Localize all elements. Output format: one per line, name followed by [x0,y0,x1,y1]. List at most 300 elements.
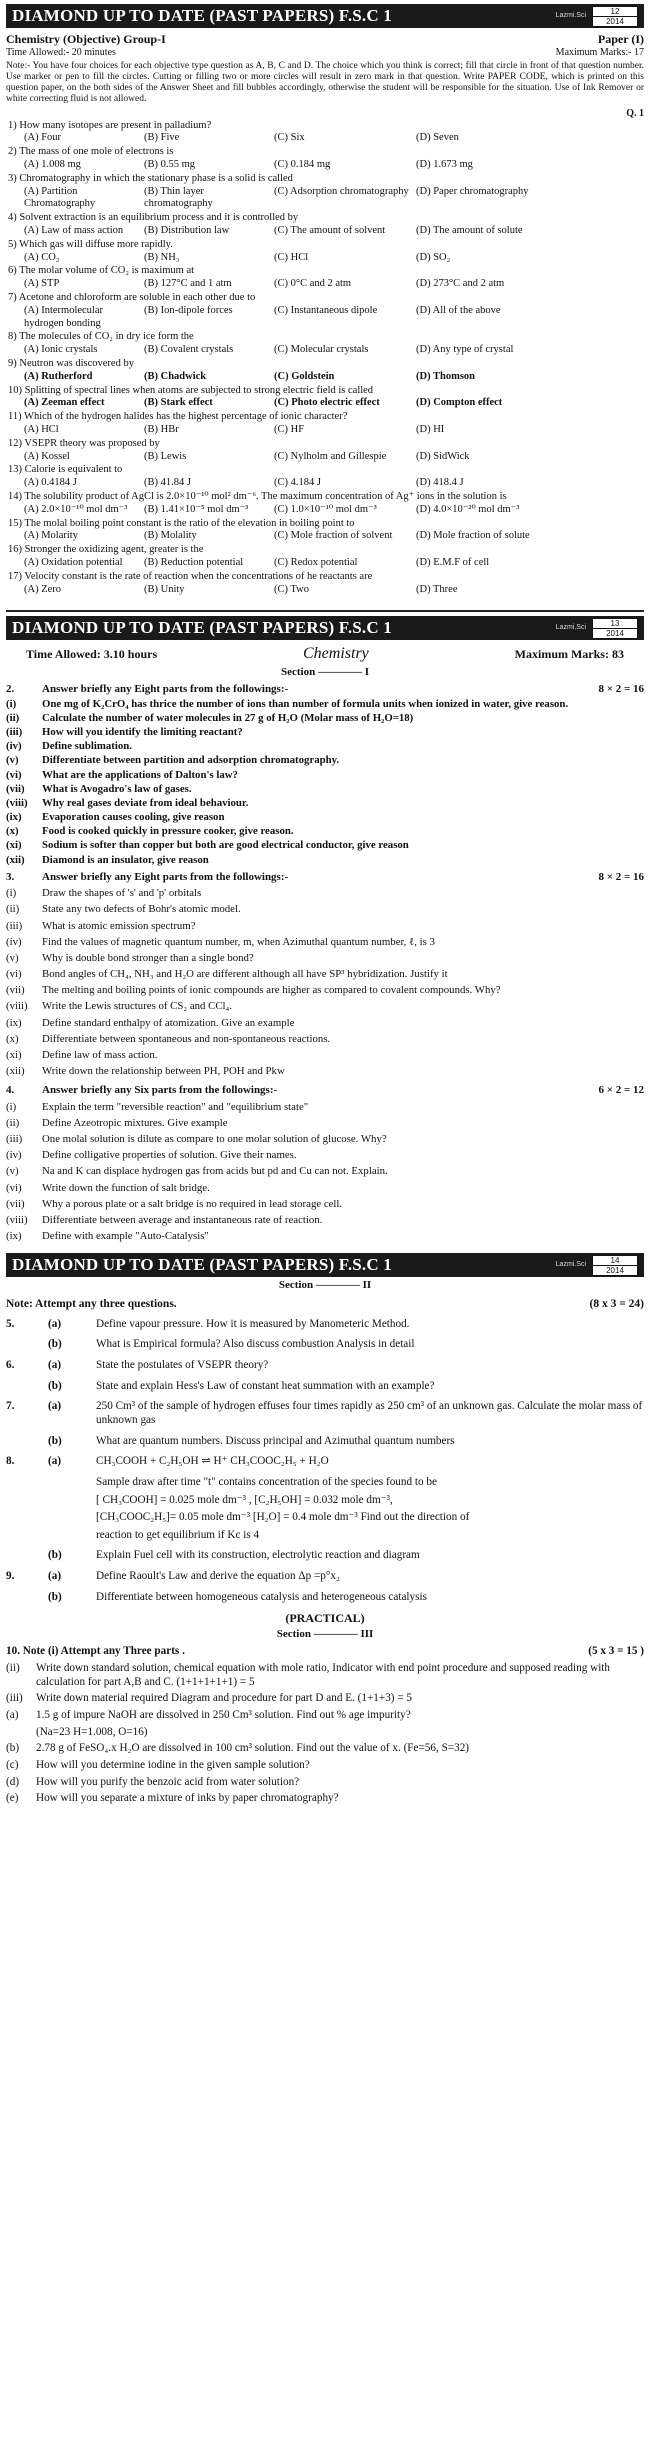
question-number: 9. [6,1570,15,1583]
mcq-option: (B) Lewis [144,450,187,462]
mcq-options [24,504,644,517]
part-label [6,1726,36,1740]
question-number [6,1549,48,1563]
mcq-question: 9) Neutron was discovered by [8,358,134,370]
part-label: (b) [48,1590,62,1603]
subjective-marks: Maximum Marks: 83 [514,647,624,662]
part-text: Differentiate between homogeneous catalysis and heterogeneous catalysis [96,1590,427,1603]
mcq-question: 14) The solubility product of AgCl is 2.0×10⁻¹⁰ mol² dm⁻⁶. The maximum concentration of Ag⁺ ions in the solution is [8,491,507,502]
part-label: (vii) [6,984,25,997]
practical-title: (PRACTICAL) [285,1611,365,1626]
mcq-option: (B) 127°C and 1 atm [144,278,232,290]
part-label: (a) [48,1570,62,1583]
part-label: (iii) [6,919,23,932]
part-label: (xii) [6,1065,25,1078]
page-number-box [592,6,638,27]
q4-heading [6,1084,644,1097]
part-text: Define standard enthalpy of atomization. Give an example [42,1016,295,1029]
mcq-option: (D) All of the above [416,304,501,316]
mcq-option: (D) Thomson [416,370,476,382]
part-label: (v) [6,951,19,964]
part-text: What are quantum numbers. Discuss principal and Azimuthal quantum numbers [96,1434,455,1447]
part-label: (a) [48,1317,62,1330]
question-part [6,1133,644,1146]
question-part [6,740,644,753]
question-part [6,952,644,965]
part-text: Why is double bond stronger than a single bond? [42,951,254,964]
part-text: One molal solution is dilute as compare to one molar solution of glucose. Why? [42,1132,387,1145]
q10-part [6,1776,644,1790]
section-three-title: Section ———— III [276,1628,374,1641]
part-text: How will you separate a mixture of inks by paper chromatography? [36,1792,339,1805]
part-label: (d) [6,1775,20,1788]
part-label: (iv) [6,740,22,753]
mcq-question: 4) Solvent extraction is an equilibrium process and it is controlled by [8,212,299,224]
long-questions [6,1318,644,1469]
mcq-option: (D) The amount of solute [416,225,523,237]
question-part [6,1101,644,1114]
mcq-option: (B) Ion-dipole forces [144,304,233,316]
question-part [6,1149,644,1162]
part-label: (iv) [6,935,22,948]
q4-items [6,1101,644,1244]
question-part [6,1214,644,1227]
q8-data-line: reaction to get equilibrium if Kc is 4 [96,1528,260,1541]
question-part [6,984,644,997]
mcq-option: (A) 0.4184 J [24,477,77,489]
mcq-option: (D) Any type of crystal [416,344,514,356]
q10-part [6,1759,644,1773]
mcq-option: (C) 0.184 mg [274,159,331,171]
q3-marks: 8 × 2 = 16 [598,870,644,883]
q4-number: 4. [6,1084,15,1097]
mcq-options [24,451,644,464]
subjective-subject: Chemistry [303,645,369,663]
question-part [6,712,644,725]
part-label: (x) [6,825,19,838]
mcq-list [6,120,644,597]
question-part [6,1000,644,1013]
part-label: (c) [6,1759,19,1772]
mcq-option: (A) Partition Chromatography [24,185,96,210]
q3-number: 3. [6,870,15,883]
q10-part [6,1742,644,1756]
part-label: (viii) [6,796,28,809]
site-logo: Lazmi.Sci [555,624,586,632]
question-part [6,936,644,949]
part-text: Define colligative properties of solution. Give their names. [42,1149,297,1162]
part-text: Differentiate between average and instantaneous rate of reaction. [42,1213,323,1226]
part-text: State the postulates of VSEPR theory? [96,1358,269,1371]
mcq-options [24,159,644,172]
mcq-option: (C) HF [274,424,305,436]
document-page [0,4,650,2464]
mcq-option: (D) 418.4 J [416,477,464,489]
part-text: Define Raoult's Law and derive the equation Δp =p°x₂ [96,1570,340,1583]
page-banner-1 [6,4,644,28]
page-number: 14 [593,1256,637,1266]
q10-part [6,1709,644,1723]
mcq-option: (B) Distribution law [144,225,230,237]
objective-header [6,32,644,47]
question-part [6,968,644,981]
part-label: (viii) [6,1213,28,1226]
question-number [6,1435,48,1449]
q2-heading [6,683,644,696]
part-text: Sodium is softer than copper but both are good electrical conductor, give reason [42,839,409,852]
banner-title: DIAMOND UP TO DATE (PAST PAPERS) F.S.C 1 [12,618,392,637]
mcq-options [24,344,644,357]
long-questions-2 [6,1549,644,1604]
mcq-question: 11) Which of the hydrogen halides has the highest percentage of ionic character? [8,411,348,423]
question-part [6,1182,644,1195]
q8-data-line: Sample draw after time "t" contains concentration of the species found to be [96,1475,437,1488]
question-part [6,1065,644,1078]
part-text: Diamond is an insulator, give reason [42,853,209,866]
mcq-options [24,424,644,437]
mcq-question: 8) The molecules of CO₂ in dry ice form the [8,331,194,343]
part-text: Differentiate between partition and adsorption chromatography. [42,754,340,767]
mcq-option: (A) Molarity [24,530,78,542]
part-label: (x) [6,1032,19,1045]
mcq-option: (C) Six [274,132,305,144]
part-text: One mg of K₂CrO₄ has thrice the number of ions than number of formula units when ionized in water, give reason. [42,697,569,710]
mcq-option: (D) Seven [416,132,459,144]
question-part [6,783,644,796]
part-text: Define with example "Auto-Catalysis" [42,1230,209,1243]
mcq-option: (B) NH₃ [144,251,180,263]
part-text: Why real gases deviate from ideal behaviour. [42,796,249,809]
part-text: Find the values of magnetic quantum number, m, when Azimuthal quantum number, ℓ, is 3 [42,935,435,948]
part-text: 250 Cm³ of the sample of hydrogen effuses four times rapidly as 250 cm³ of an unknown gas. Calculate the molar mass of unknown gas [96,1400,643,1426]
q10-part [6,1726,644,1740]
mcq-option: (C) 4.184 J [274,477,321,489]
page-number-box [592,1255,638,1276]
mcq-option: (C) HCl [274,251,309,263]
part-text: 1.5 g of impure NaOH are dissolved in 250 Cm³ solution. Find out % age impurity? [36,1709,411,1722]
mcq-options [24,252,644,265]
page-year: 2014 [606,628,624,638]
mcq-question: 16) Stronger the oxidizing agent, greater is the [8,544,204,556]
q3-title: Answer briefly any Eight parts from the followings:- [42,870,289,883]
mcq-option: (B) 41.84 J [144,477,191,489]
mcq-options [24,530,644,543]
part-text: Explain the term "reversible reaction" and "equilibrium state" [42,1100,309,1113]
part-text: Evaporation causes cooling, give reason [42,811,225,824]
part-text: How will you purify the benzoic acid from water solution? [36,1775,300,1788]
part-label: (v) [6,1165,19,1178]
part-label: (a) [48,1455,62,1468]
q2-items [6,698,644,867]
mcq-option: (A) CO₂ [24,251,60,263]
part-text: What are the applications of Dalton's law? [42,768,238,781]
mcq-question: 7) Acetone and chloroform are soluble in each other due to [8,292,256,304]
part-label: (viii) [6,1000,28,1013]
part-text: How will you identify the limiting reactant? [42,726,243,739]
long-question-part [6,1359,644,1373]
mcq-option: (D) SO₂ [416,251,451,263]
question-part [6,1033,644,1046]
question-part [6,887,644,900]
page-banner-3 [6,1253,644,1277]
q2-title: Answer briefly any Eight parts from the followings:- [42,683,289,696]
mcq-question: 17) Velocity constant is the rate of reaction when the concentrations of he reactants are [8,570,373,582]
objective-time-row [6,47,644,59]
page-year: 2014 [606,1265,624,1275]
mcq-option: (A) Ionic crystals [24,344,98,356]
part-label: (b) [48,1549,62,1562]
mcq-option: (A) Intermolecular hydrogen bonding [24,304,104,329]
banner-title: DIAMOND UP TO DATE (PAST PAPERS) F.S.C 1 [12,5,392,25]
q8-data-line: [CH₃COOC₂H₅]= 0.05 mole dm⁻³ [H₂O] = 0.4 mole dm⁻³ Find out the direction of [96,1511,470,1524]
part-label: (a) [48,1358,62,1371]
question-part [6,1049,644,1062]
mcq-option: (B) Unity [144,583,185,595]
q8-data-line: [ CH₃COOH] = 0.025 mole dm⁻³ , [C₂H₅OH] = 0.032 mole dm⁻³, [96,1493,393,1506]
question-part [6,1230,644,1243]
long-question-part [6,1455,644,1469]
mcq-option: (B) HBr [144,424,179,436]
question-part [6,769,644,782]
mcq-options [24,557,644,570]
q1-label: Q. 1 [626,107,644,119]
part-label: (xi) [6,1048,22,1061]
mcq-option: (C) The amount of solvent [274,225,386,237]
part-text: Na and K can displace hydrogen gas from acids but pd and Cu can not. Explain. [42,1165,388,1178]
part-text: What is atomic emission spectrum? [42,919,196,932]
site-logo: Lazmi.Sci [555,1260,586,1268]
part-label: (a) [48,1400,62,1413]
mcq-option: (D) HI [416,424,445,436]
page-number: 12 [593,7,637,17]
q8-data-lines [96,1476,644,1543]
mcq-question: 10) Splitting of spectral lines when atoms are subjected to strong electric field is called [8,384,374,396]
part-label: (vii) [6,782,25,795]
mcq-option: (B) 1.41×10⁻⁵ mol dm⁻³ [144,503,249,515]
question-number: 6. [6,1358,15,1371]
q10-note: 10. Note (i) Attempt any Three parts . [6,1645,185,1658]
mcq-option: (A) Zeeman effect [24,397,105,409]
mcq-question: 1) How many isotopes are present in palladium? [8,119,212,131]
mcq-question: 6) The molar volume of CO₂ is maximum at [8,265,195,277]
question-part [6,698,644,711]
page-year: 2014 [606,16,624,26]
part-label: (vi) [6,768,22,781]
mcq-option: (B) Five [144,132,180,144]
mcq-option: (D) Three [416,583,458,595]
long-question-part [6,1570,644,1584]
part-label: (ix) [6,811,22,824]
part-label: (b) [48,1338,62,1351]
mcq-options [24,305,644,331]
mcq-option: (D) Mole fraction of solute [416,530,530,542]
part-label: (b) [6,1742,20,1755]
mcq-option: (A) Zero [24,583,62,595]
mcq-question: 2) The mass of one mole of electrons is [8,146,174,158]
question-part [6,811,644,824]
part-label: (b) [48,1434,62,1447]
mcq-option: (B) Molality [144,530,197,542]
mcq-options [24,278,644,291]
part-label: (vi) [6,1181,22,1194]
section-two-note: Note: Attempt any three questions. [6,1297,177,1310]
mcq-option: (B) Covalent crystals [144,344,234,356]
mcq-option: (A) STP [24,278,60,290]
question-number [6,1380,48,1394]
part-label: (ix) [6,1230,22,1243]
section-one-title: Section ———— I [281,665,369,678]
mcq-question: 15) The molal boiling point constant is the ratio of the elevation in boiling point to [8,517,355,529]
q1-label-row [6,108,644,120]
part-text: Define vapour pressure. How it is measured by Manometeric Method. [96,1317,410,1330]
part-text: Explain Fuel cell with its construction, electrolytic reaction and diagram [96,1549,420,1562]
part-label: (i) [6,887,17,900]
part-label: (vii) [6,1197,25,1210]
question-part [6,1017,644,1030]
mcq-option: (B) Stark effect [144,397,213,409]
mcq-option: (C) Instantaneous dipole [274,304,378,316]
question-number: 8. [6,1455,15,1468]
part-text: Calculate the number of water molecules in 27 g of H₂O (Molar mass of H₂O=18) [42,711,414,724]
question-part [6,726,644,739]
mcq-option: (D) E.M.F of cell [416,556,490,568]
mcq-question: 5) Which gas will diffuse more rapidly. [8,238,173,250]
subjective-time: Time Allowed: 3.10 hours [26,647,158,662]
long-question-part [6,1338,644,1352]
mcq-option: (B) Reduction potential [144,556,244,568]
question-part [6,854,644,867]
mcq-option: (D) SidWick [416,450,470,462]
q10-marks: (5 x 3 = 15 ) [588,1645,644,1658]
mcq-option: (C) Photo electric effect [274,397,380,409]
question-part [6,903,644,916]
part-label: (ii) [6,1662,20,1675]
part-text: Why a porous plate or a salt bridge is no required in lead storage cell. [42,1197,343,1210]
part-text: How will you determine iodine in the given sample solution? [36,1759,310,1772]
question-part [6,1117,644,1130]
q3-heading [6,871,644,884]
page-banner-2 [6,616,644,640]
part-text: Bond angles of CH₄, NH₃ and H₂O are different although all have SP³ hybridization. Justify it [42,968,448,981]
long-question-part [6,1400,644,1427]
mcq-option: (A) Law of mass action [24,225,124,237]
long-question-part [6,1435,644,1449]
part-text: Write down the function of salt bridge. [42,1181,210,1194]
long-question-part [6,1380,644,1394]
objective-time: Time Allowed:- 20 minutes [6,46,116,58]
mcq-option: (C) Goldstein [274,370,335,382]
part-label: (i) [6,1100,17,1113]
mcq-options [24,584,644,597]
mcq-options [24,477,644,490]
subjective-header [6,644,644,664]
part-label: (iii) [6,1692,23,1705]
q10-heading [6,1645,644,1659]
mcq-option: (C) Molecular crystals [274,344,369,356]
section-two-marks: (8 x 3 = 24) [589,1297,644,1310]
page-divider [6,610,644,612]
objective-paper: Paper (I) [597,32,644,46]
part-label: (iv) [6,1149,22,1162]
part-label: (ii) [6,903,20,916]
part-label: (iii) [6,726,23,739]
question-part [6,797,644,810]
q3-items [6,887,644,1078]
question-part [6,754,644,767]
mcq-option: (B) Thin layer chromatography [144,185,213,210]
mcq-options [24,186,644,212]
part-label: (v) [6,754,19,767]
part-text: State and explain Hess's Law of constant heat summation with an example? [96,1379,435,1392]
part-text: Write down material required Diagram and procedure for part D and E. (1+1+3) = 5 [36,1692,413,1705]
question-number: 5. [6,1317,15,1330]
part-text: (Na=23 H=1.008, O=16) [36,1725,148,1738]
q10-part [6,1662,644,1689]
objective-note: Note:- You have four choices for each objective type question as A, B, C and D. The choice which you think is correct; fill that circle in front of that question number. Use marker or pen to fill the circles. Cutting or filling two or more circles will result in zero mark in that question. Write PAPER CODE, which is printed on this question paper, on the both sides of the Answer Sheet and fill bubbles accordingly, otherwise the student will be responsible for the situation. Use of Ink Remover or white correcting fluid is not allowed. [6,60,644,104]
mcq-option: (C) Two [274,583,309,595]
mcq-options [24,225,644,238]
mcq-option: (B) 0.55 mg [144,159,196,171]
question-part [6,825,644,838]
part-label: (xii) [6,853,25,866]
part-label: (iii) [6,1132,23,1145]
mcq-option: (C) Redox potential [274,556,358,568]
objective-marks: Maximum Marks:- 17 [555,46,644,58]
part-label: (i) [6,697,17,710]
part-label: (xi) [6,839,22,852]
part-label: (e) [6,1792,19,1805]
objective-subject: Chemistry (Objective) Group-I [6,32,166,46]
mcq-option: (C) Mole fraction of solvent [274,530,393,542]
mcq-question: 3) Chromatography in which the stationary phase is a solid is called [8,172,293,184]
part-text: Write down standard solution, chemical equation with mole ratio, Indicator with end point procedure and supposed reading with calculation for part A,B and C. (1+1+1+1+1) = 5 [36,1662,611,1688]
q10-part [6,1692,644,1706]
part-label: (ix) [6,1016,22,1029]
mcq-option: (A) Kossel [24,450,70,462]
section-two [6,1279,644,1806]
question-number [6,1338,48,1352]
question-part [6,839,644,852]
part-label: (b) [48,1379,62,1392]
long-question-part [6,1318,644,1332]
q10-part [6,1792,644,1806]
page-number: 13 [593,619,637,629]
part-text: Draw the shapes of 's' and 'p' orbitals [42,887,202,900]
mcq-option: (A) Rutherford [24,370,93,382]
q2-marks: 8 × 2 = 16 [598,683,644,696]
mcq-option: (C) Nylholm and Gillespie [274,450,387,462]
mcq-option: (A) 1.008 mg [24,159,81,171]
mcq-question: 13) Calorie is equivalent to [8,464,123,476]
site-logo: Lazmi.Sci [555,11,586,19]
part-text: What is Avogadro's law of gases. [42,782,192,795]
q4-title: Answer briefly any Six parts from the followings:- [42,1084,278,1097]
q2-number: 2. [6,683,15,696]
mcq-option: (C) Adsorption chromatography [274,185,409,197]
banner-title: DIAMOND UP TO DATE (PAST PAPERS) F.S.C 1 [12,1254,392,1274]
mcq-question: 12) VSEPR theory was proposed by [8,437,160,449]
part-label: (a) [6,1709,19,1722]
part-text: Define law of mass action. [42,1048,158,1061]
long-question-part [6,1591,644,1605]
q4-marks: 6 × 2 = 12 [598,1084,644,1097]
mcq-option: (C) 1.0×10⁻¹⁰ mol dm⁻³ [274,503,377,515]
mcq-options [24,371,644,384]
mcq-option: (C) 0°C and 2 atm [274,278,352,290]
part-text: What is Empirical formula? Also discuss combustion Analysis in detail [96,1338,415,1351]
page-number-box [592,618,638,639]
part-text: CH₃COOH + C₂H₅OH ⇌ H⁺ CH₃COOC₂H₅ + H₂O [96,1455,329,1468]
